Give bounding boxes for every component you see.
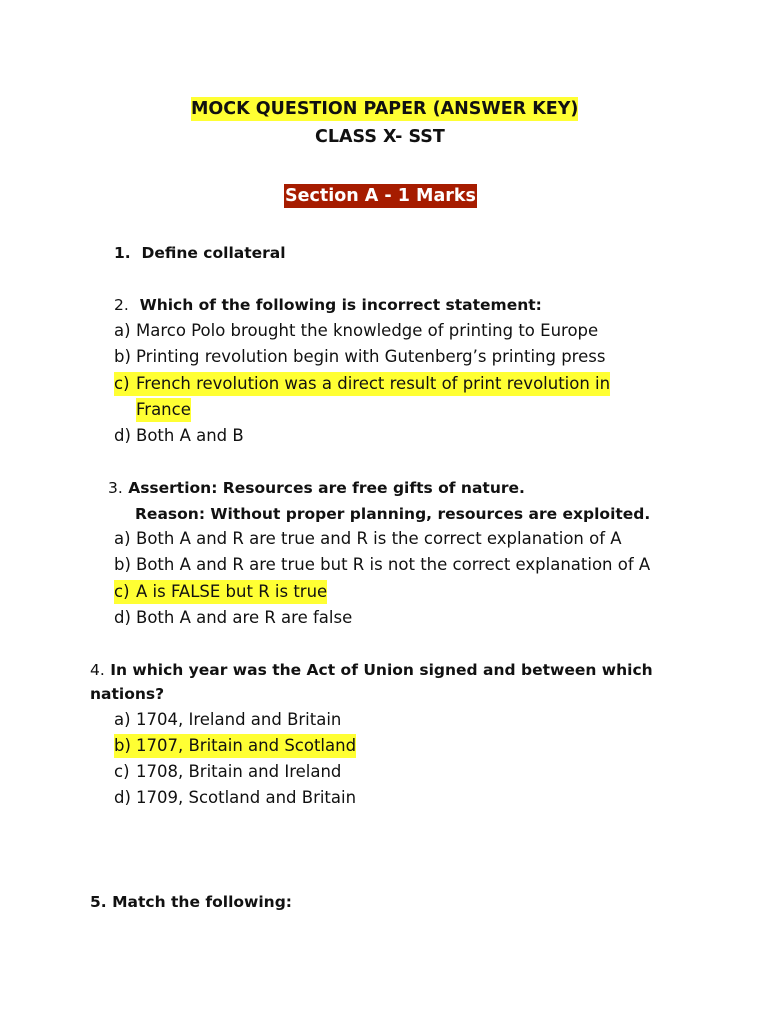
- question-5: [90, 891, 292, 913]
- option-4d: [114, 786, 356, 810]
- question-4: [90, 659, 653, 681]
- question-text: Which of the following is incorrect statement:: [139, 296, 542, 314]
- option-text: A is FALSE but R is true: [136, 582, 328, 601]
- section-heading: Section A - 1 Marks: [285, 186, 476, 206]
- question-4-continuation: nations?: [90, 685, 165, 703]
- question-1: [114, 242, 286, 264]
- option-label: c): [114, 374, 130, 393]
- option-text: 1704, Ireland and Britain: [136, 710, 342, 729]
- option-2b: [114, 345, 605, 369]
- option-text: Both A and are R are false: [136, 608, 353, 627]
- option-3a: [114, 527, 622, 551]
- option-text: 1707, Britain and Scotland: [136, 736, 357, 755]
- document-subtitle: CLASS X- SST: [315, 127, 445, 147]
- question-2: [114, 294, 542, 316]
- document-title: MOCK QUESTION PAPER (ANSWER KEY): [191, 99, 579, 119]
- option-text: 1709, Scotland and Britain: [136, 788, 357, 807]
- option-label: d): [114, 788, 131, 807]
- option-label: a): [114, 529, 131, 548]
- option-3d: [114, 606, 352, 630]
- option-4c: [114, 760, 341, 784]
- option-text: Printing revolution begin with Gutenberg’s printing press: [136, 347, 606, 366]
- option-4a: [114, 708, 341, 732]
- question-text: Define collateral: [141, 244, 286, 262]
- option-3b: [114, 553, 650, 577]
- option-label: c): [114, 582, 130, 601]
- option-text: Marco Polo brought the knowledge of printing to Europe: [136, 321, 599, 340]
- option-2a: [114, 319, 598, 343]
- question-text: Match the following:: [112, 893, 292, 911]
- option-label: d): [114, 608, 131, 627]
- option-label: b): [114, 347, 131, 366]
- question-number: 3.: [108, 479, 123, 497]
- question-number: 4.: [90, 661, 105, 679]
- option-label: a): [114, 710, 131, 729]
- option-2d: [114, 424, 244, 448]
- option-2c-correct: [114, 372, 610, 396]
- option-label: d): [114, 426, 131, 445]
- option-text: Both A and B: [136, 426, 244, 445]
- option-text: Both A and R are true but R is not the correct explanation of A: [136, 555, 651, 574]
- option-4b-correct: [114, 734, 356, 758]
- question-text: Assertion: Resources are free gifts of nature.: [128, 479, 525, 497]
- question-3: [108, 477, 525, 499]
- question-text: In which year was the Act of Union signed and between which: [110, 661, 653, 679]
- option-2c-continuation: France: [136, 398, 191, 422]
- option-3c-correct: [114, 580, 327, 604]
- option-label: a): [114, 321, 131, 340]
- option-label: b): [114, 736, 131, 755]
- question-number: 2.: [114, 296, 129, 314]
- question-3-reason: Reason: Without proper planning, resources are exploited.: [135, 505, 651, 523]
- option-label: b): [114, 555, 131, 574]
- option-text: 1708, Britain and Ireland: [136, 762, 342, 781]
- option-label: c): [114, 762, 130, 781]
- question-number: 1.: [114, 244, 131, 262]
- option-text: Both A and R are true and R is the correct explanation of A: [136, 529, 622, 548]
- question-number: 5.: [90, 893, 107, 911]
- option-text: French revolution was a direct result of print revolution in: [136, 374, 611, 393]
